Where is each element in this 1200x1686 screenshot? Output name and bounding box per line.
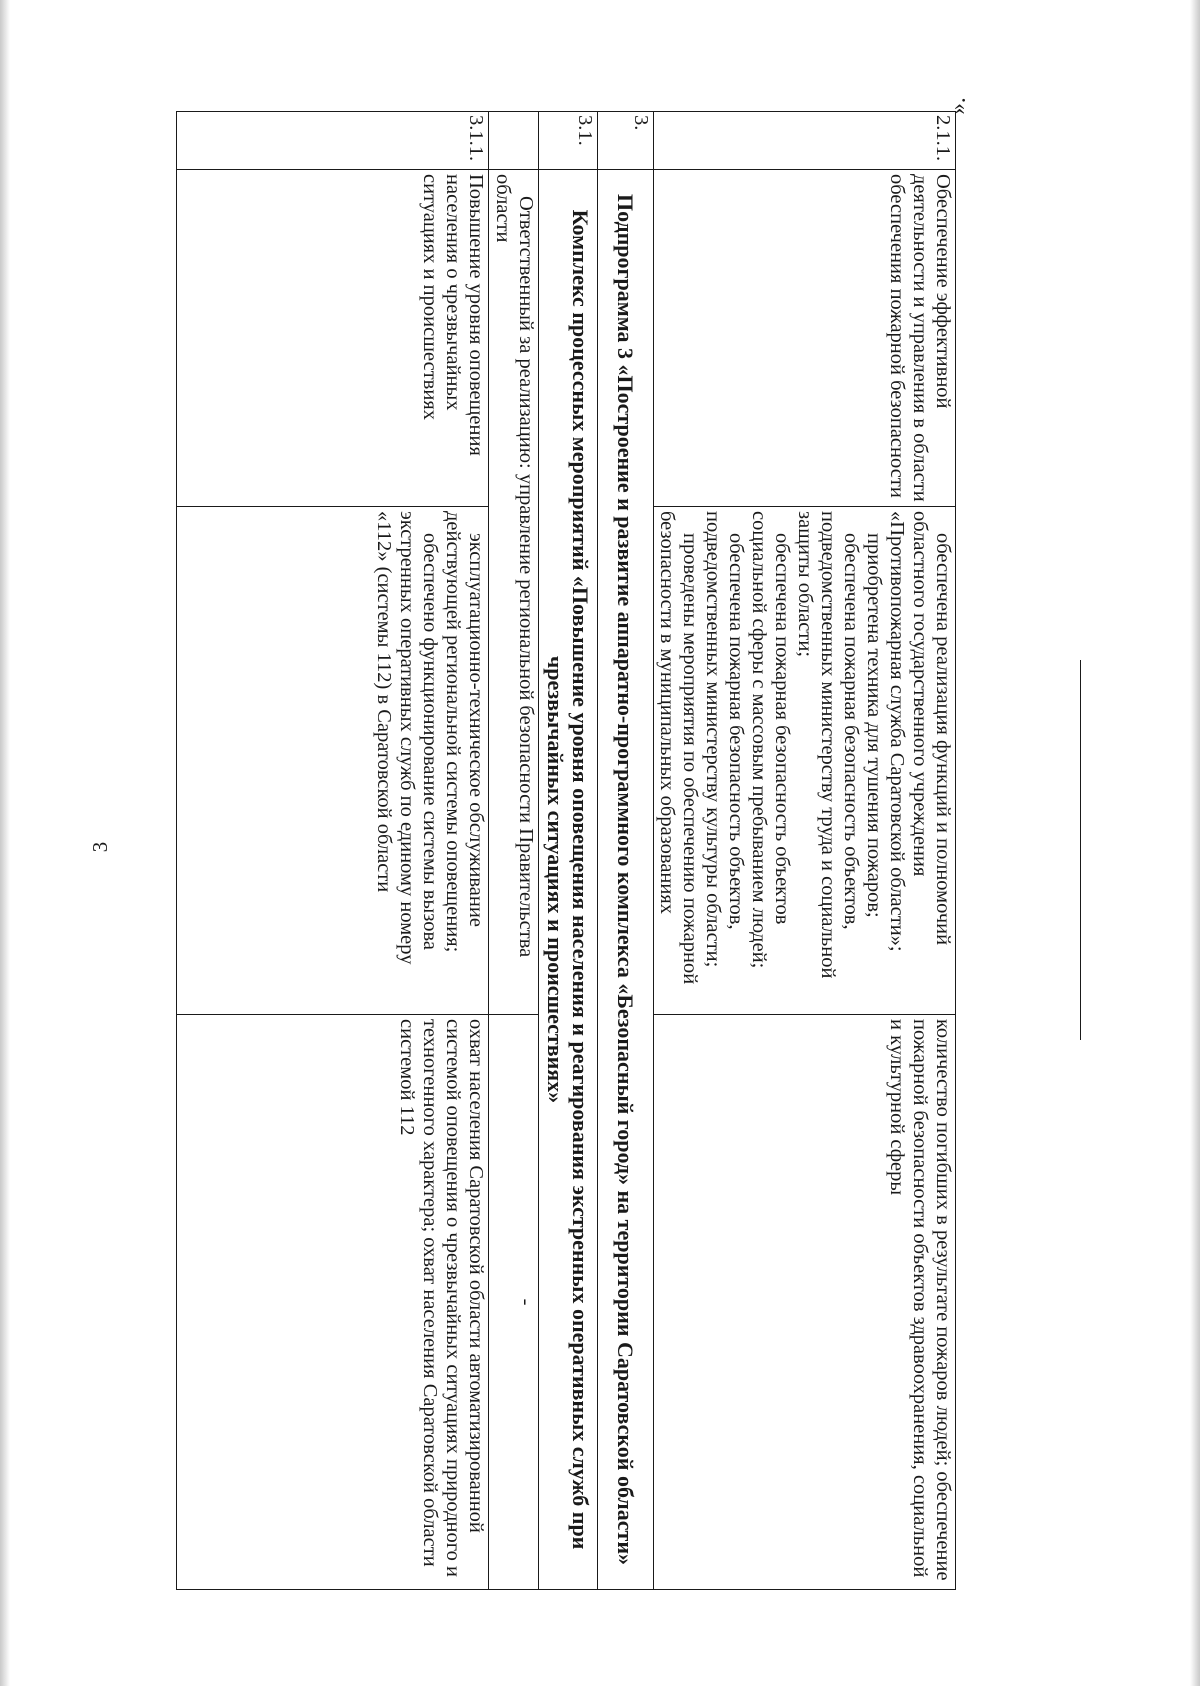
table-row: [654, 112, 956, 1590]
table-frame: [176, 111, 956, 1589]
result-line: обеспечена пожарная безопасность объектов, подведомственных министерству культуры области;: [702, 511, 747, 968]
result-line: обеспечено функционирование системы вызова экстренных оперативных служб по единому номеру «112» (системы 112) в Саратовской области: [373, 511, 441, 965]
closing-quote-mark: ».: [945, 97, 970, 115]
result-line: проведены мероприятия по обеспечению пожарной безопасности в муниципальных образованиях: [656, 511, 701, 985]
measure-name: Обеспечение эффективной деятельности и управления в области обеспечения пожарной безопасности: [654, 170, 956, 507]
row-number: 2.1.1.: [654, 112, 956, 170]
result-line: приобретена техника для тушения пожаров;: [863, 533, 885, 918]
measure-results: [654, 507, 956, 1015]
rotated-table-wrapper: [176, 111, 956, 1589]
table-row: [489, 112, 539, 1590]
responsible-indicator: -: [489, 1015, 539, 1590]
table-row: [177, 112, 489, 1590]
table-row: [598, 112, 654, 1590]
end-line: [1080, 660, 1081, 1040]
page-number: 3: [88, 841, 112, 853]
measure-name: Повышение уровня оповещения населения о чрезвычайных ситуациях и происшествиях: [177, 170, 489, 507]
measure-results: [177, 507, 489, 1015]
scan-edge-left: [0, 0, 10, 1686]
row-number: 3.1.: [539, 112, 598, 170]
subprogram-title: Подпрограмма 3 «Построение и развитие аппаратно-программного комплекса «Безопасный город» на территории Саратовской области»: [598, 170, 654, 1590]
result-line: обеспечена пожарная безопасность объектов социальной сферы с массовым пребыванием людей;: [748, 511, 793, 969]
responsible-text: Ответственный за реализацию: управление региональной безопасности Правительства области: [489, 170, 539, 1015]
row-number: 3.: [598, 112, 654, 170]
complex-title: Комплекс процессных мероприятий «Повышение уровня оповещения населения и реагирования экстренных оперативных служб при чрезвычайных ситуациях и происшествиях»: [539, 170, 598, 1590]
row-number: 3.1.1.: [177, 112, 489, 170]
program-table: [176, 111, 956, 1590]
measure-indicators: охват населения Саратовской области автоматизированной системой оповещения о чрезвычайных ситуациях природного и техногенного характера; охват населения Саратовской области системой 112: [177, 1015, 489, 1590]
result-line: обеспечена пожарная безопасность объектов, подведомственных министерству труда и социальной защиты области;: [794, 511, 862, 979]
result-line: обеспечена реализация функций и полномочий областного государственного учреждения «Противопожарная служба Саратовской области»;: [886, 511, 954, 952]
scan-edge-right: [1190, 0, 1200, 1686]
empty-cell: [489, 112, 539, 170]
result-line: эксплуатационно-техническое обслуживание действующей региональной системы оповещения;: [442, 511, 487, 953]
measure-indicators: количество погибших в результате пожаров людей; обеспечение пожарной безопасности объектов здравоохранения, социальной и культурной сферы: [654, 1015, 956, 1590]
table-row: [539, 112, 598, 1590]
